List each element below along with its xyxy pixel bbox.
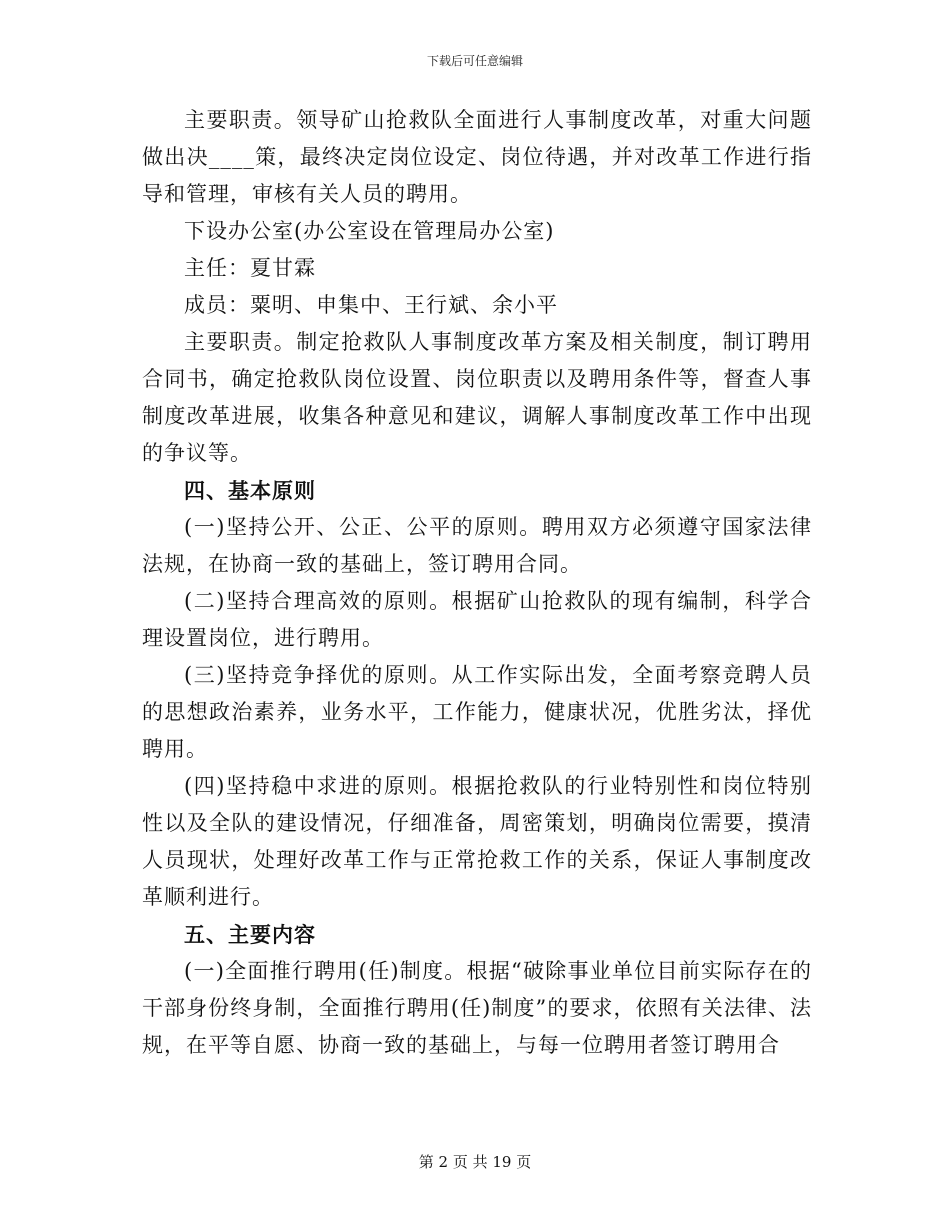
paragraph-principle-1: (一)坚持公开、公正、公平的原则。聘用双方必须遵守国家法律法规，在协商一致的基础上，签订聘用合同。 [142, 515, 812, 576]
document-body [142, 102, 812, 1064]
paragraph-members: 成员：粟明、申集中、王行斌、余小平 [184, 293, 558, 317]
paragraph-principle-4: (四)坚持稳中求进的原则。根据抢救队的行业特别性和岗位特别性以及全队的建设情况，仔细准备，周密策划，明确岗位需要，摸清人员现状，处理好改革工作与正常抢救工作的关系，保证人事制度改革顺利进行。 [142, 774, 812, 909]
page-number-footer: 第 2 页 共 19 页 [418, 1153, 532, 1171]
section-heading-basic-principles: 四、基本原则 [184, 478, 316, 503]
paragraph-principle-2: (二)坚持合理高效的原则。根据矿山抢救队的现有编制，科学合理设置岗位，进行聘用。 [142, 589, 812, 650]
page-header: 下载后可任意编辑 [426, 54, 523, 68]
paragraph-main-duties-office: 主要职责。制定抢救队人事制度改革方案及相关制度，制订聘用合同书，确定抢救队岗位设置、岗位职责以及聘用条件等，督查人事制度改革进展，收集各种意见和建议，调解人事制度改革工作中出现的争议等。 [142, 330, 812, 465]
paragraph-director: 主任：夏甘霖 [184, 256, 316, 280]
paragraph-content-1: (一)全面推行聘用(任)制度。根据“破除事业单位目前实际存在的干部身份终身制，全面推行聘用(任)制度”的要求，依照有关法律、法规，在平等自愿、协商一致的基础上，与每一位聘用者签订聘用合 [142, 959, 812, 1057]
paragraph-office-setup: 下设办公室(办公室设在管理局办公室) [184, 219, 555, 243]
paragraph-main-duties-leadership: 主要职责。领导矿山抢救队全面进行人事制度改革，对重大问题做出决____策，最终决定岗位设定、岗位待遇，并对改革工作进行指导和管理，审核有关人员的聘用。 [142, 108, 812, 206]
paragraph-principle-3: (三)坚持竞争择优的原则。从工作实际出发，全面考察竞聘人员的思想政治素养，业务水平，工作能力，健康状况，优胜劣汰，择优聘用。 [142, 663, 812, 761]
section-heading-main-content: 五、主要内容 [184, 922, 316, 947]
